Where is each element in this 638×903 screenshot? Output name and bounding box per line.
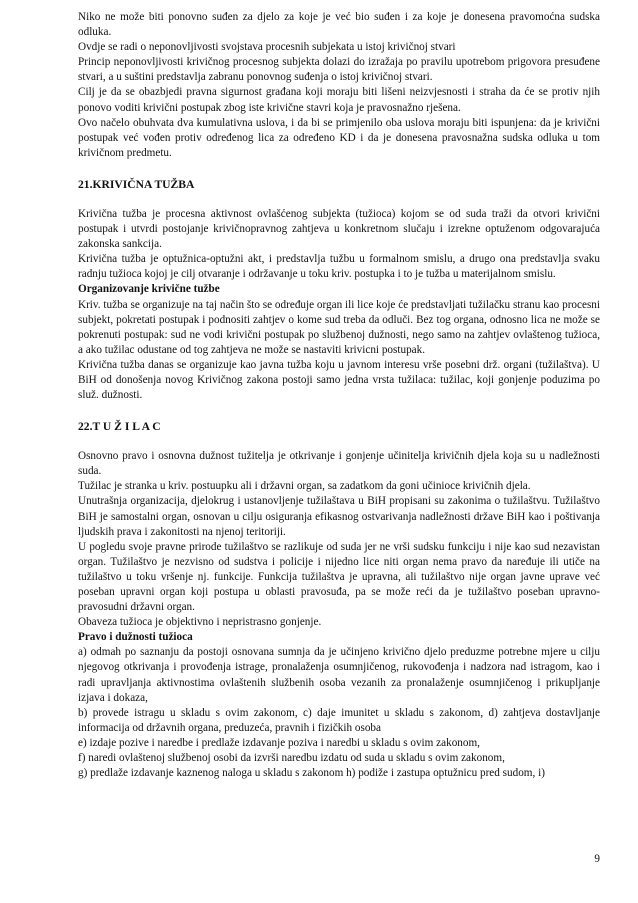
list-item: e) izdaje pozive i naredbe i predlaže izdavanje poziva i naredbi u skladu s ovim zakonom,	[78, 736, 480, 749]
paragraph: Cilj je da se obazbjedi pravna sigurnost građana koji moraju biti lišeni neizvjesnosti i straha da će se protiv njih ponovo voditi krivični postupak zbog iste krivične stavri koja je pravosnažno rješena.	[78, 86, 600, 114]
paragraph: Krivična tužba je optužnica-optužni akt, i predstavlja tužbu u formalnom smislu, a drugo ona predstavlja svaku radnju tužioca kojoj je cilj otvaranje i održavanje u toku kriv. postupka i to je tužba u materijalnom smislu.	[78, 253, 600, 281]
list-item: g) predlaže izdavanje kaznenog naloga u skladu s zakonom h) podiže i zastupa optužnicu pred sudom, i)	[78, 767, 545, 780]
page-number: 9	[594, 853, 600, 865]
paragraph: Princip neponovljivosti krivičnog procesnog subjekta dolazi do izražaja po pravilu upotrebom prigovora presuđene stvari, a u suštini predstavlja zabranu ponovnog suđenja o istoj krivičnoj stvari.	[78, 56, 600, 84]
subheading: Pravo i dužnosti tužioca	[78, 631, 193, 644]
paragraph: Krivična tužba je procesna aktivnost ovlašćenog subjekta (tužioca) kojom se od suda traži da otvori krivični postupak i utvrdi postojanje krivičnopravnog zahtjeva u konkretnom slučaju i izrekne optuženom odgovarajuća zakonska sankcija.	[78, 207, 600, 251]
paragraph: Kriv. tužba se organizuje na taj način što se određuje organ ili lice koje će predstavljati tužilačku stranu kao procesni subjekt, pokretati postupak i podnositi zahtjev o kome sud treba da odluči. Bez tog organa, odnosno lica ne može se pokrenuti postupak: sud ne vodi krivični postupak po službenoj dužnosti, nego samo na zahtjev ovlaštenog tužioca, a ako tužilac odustane od tog zahtjeva ne može se nastaviti krivicni postupak.	[78, 298, 600, 356]
subheading: Organizovanje krivične tužbe	[78, 283, 220, 296]
paragraph: Osnovno pravo i osnovna dužnost tužitelja je otkrivanje i gonjenje učinitelja krivičnih djela koja su u nadležnosti suda.	[78, 450, 600, 478]
list-item: a) odmah po saznanju da postoji osnovana sumnja da je učinjeno krivično djelo preduzme potrebne mjere u cilju njegovog otkrivanja i provođenja istrage, pronalaženja osumnjičenog, rukovođenja i nadzora nad istragom, kao i radi upravljanja aktivnostima ovlaštenih službenih osoba vezanih za pronalaženje osumnjičenog i prikupljanje izjava i dokaza,	[78, 646, 600, 704]
document-page	[78, 10, 600, 781]
section-heading: 21.KRIVIČNA TUŽBA	[78, 177, 195, 191]
paragraph: Ovdje se radi o neponovljivosti svojstava procesnih subjekata u istoj krivičnoj stvari	[78, 41, 456, 54]
paragraph: U pogledu svoje pravne prirode tužilaštvo se razlikuje od suda jer ne vrši sudsku funkciju i nije kao sud nezavistan organ. Tužilaštvo je nezvisno od sudstva i policije i nijedno lice niti organ nema pravo da naređuje ili utiče na tužilaštvo u toku vršenje nj. funkcije. Funkcija tužilaštva je upravna, ali tužilaštvo nije organ javne uprave već poseban upravni organ koji postupa u oblasti pravosuđa, pa se može reći da je tužilaštvo poseban upravno-pravosudni državni organ.	[78, 540, 600, 614]
paragraph: Unutrašnja organizacija, djelokrug i ustanovljenje tužilaštava u BiH propisani su zakonima o tužilaštvu. Tužilaštvo BiH je samostalni organ, osnovan u cilju osiguranja efikasnog ostvarivanja nadležnosti države BiH kao i poštivanja ljudskih prava i zakonitosti na njenoj teritoriji.	[78, 495, 600, 538]
section-heading: 22.T U Ž I L A C	[78, 420, 161, 434]
paragraph: Krivična tužba danas se organizuje kao javna tužba koju u javnom interesu vrše posebni drž. organi (tužilaštva). U BiH od donošenja novog Krivičnog zakona postoji samo jedna vrsta tužilaca: tužilac, koji gonjenje poduzima po služ. dužnosti.	[78, 358, 600, 402]
paragraph: Tužilac je stranka u kriv. postuupku ali i državni organ, sa zadatkom da goni učinioce krivičnih djela.	[78, 480, 531, 493]
paragraph: Niko ne može biti ponovno suđen za djelo za koje je već bio suđen i za koje je donesena pravomoćna sudska odluka.	[78, 11, 600, 39]
list-item: b) provede istragu u skladu s ovim zakonom, c) daje imunitet u skladu s zakonom, d) zahtjeva dostavljanje informacija od državnih organa, preduzeća, pravnih i fizičkih osoba	[78, 706, 600, 734]
paragraph: Obaveza tužioca je objektivno i nepristrasno gonjenje.	[78, 616, 322, 629]
paragraph: Ovo načelo obuhvata dva kumulativna uslova, i da bi se primjenilo oba uslova moraju biti ispunjena: da je krivični postupak već vođen protiv određenog lica za određeno KD i da je donesena pravosnažna sudska odluka u tom krivičnom predmetu.	[78, 116, 600, 159]
list-item: f) naredi ovlaštenoj službenoj osobi da izvrši naredbu izdatu od suda u skladu s ovim zakonom,	[78, 752, 505, 765]
